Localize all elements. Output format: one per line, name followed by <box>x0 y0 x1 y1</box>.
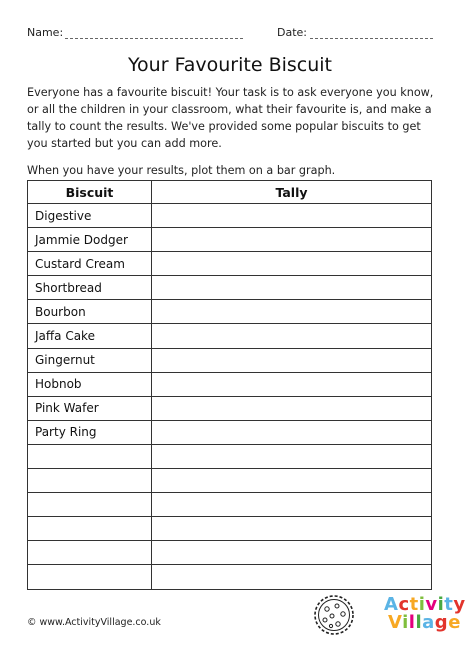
biscuit-cell[interactable]: Custard Cream <box>28 252 152 276</box>
table-row <box>28 469 432 493</box>
tally-cell[interactable] <box>152 252 432 276</box>
table-row <box>28 565 432 589</box>
biscuit-cell[interactable]: Bourbon <box>28 300 152 324</box>
logo-line-1: Activity <box>384 594 466 615</box>
logo-line-2: Village <box>388 612 461 633</box>
biscuit-cell[interactable] <box>28 517 152 541</box>
name-field[interactable] <box>65 38 243 39</box>
biscuit-cell[interactable]: Pink Wafer <box>28 396 152 420</box>
table-row <box>28 541 432 565</box>
tally-cell[interactable] <box>152 204 432 228</box>
biscuit-cell[interactable]: Party Ring <box>28 420 152 444</box>
tally-cell[interactable] <box>152 493 432 517</box>
column-header-tally: Tally <box>152 181 432 204</box>
page-title: Your Favourite Biscuit <box>127 54 333 76</box>
table-row <box>28 276 432 300</box>
biscuit-cell[interactable] <box>28 541 152 565</box>
biscuit-cell[interactable]: Jammie Dodger <box>28 228 152 252</box>
biscuit-cell[interactable]: Digestive <box>28 204 152 228</box>
table-row <box>28 228 432 252</box>
biscuit-cell[interactable]: Gingernut <box>28 348 152 372</box>
tally-cell[interactable] <box>152 420 432 444</box>
tally-cell[interactable] <box>152 324 432 348</box>
biscuit-cell[interactable] <box>28 493 152 517</box>
tally-cell[interactable] <box>152 300 432 324</box>
date-label: Date: <box>277 26 307 39</box>
biscuit-cell[interactable] <box>28 469 152 493</box>
tally-cell[interactable] <box>152 444 432 468</box>
tally-cell[interactable] <box>152 541 432 565</box>
name-label: Name: <box>27 26 64 39</box>
copyright-text: © www.ActivityVillage.co.uk <box>27 617 161 628</box>
tally-cell[interactable] <box>152 565 432 589</box>
table-row <box>28 348 432 372</box>
biscuit-cell[interactable] <box>28 565 152 589</box>
tally-cell[interactable] <box>152 396 432 420</box>
table-row <box>28 252 432 276</box>
tally-cell[interactable] <box>152 348 432 372</box>
header-row <box>27 24 433 44</box>
table-row <box>28 444 432 468</box>
tally-cell[interactable] <box>152 517 432 541</box>
cookie-icon <box>312 590 378 638</box>
biscuit-cell[interactable] <box>28 444 152 468</box>
table-row <box>28 517 432 541</box>
intro-text <box>27 84 437 189</box>
table-row <box>28 420 432 444</box>
table-row <box>28 372 432 396</box>
date-field[interactable] <box>310 38 433 39</box>
table-row <box>28 396 432 420</box>
table-row <box>28 300 432 324</box>
tally-cell[interactable] <box>152 469 432 493</box>
activity-village-logo <box>312 590 466 638</box>
intro-paragraph-1: Everyone has a favourite biscuit! Your task is to ask everyone you know, or all the children in your classroom, what their favourite is, and make a tally to count the results. We've provided some popular biscuits to get you started but you can add more. <box>27 86 434 150</box>
intro-paragraph-2: When you have your results, plot them on a bar graph. <box>27 164 336 177</box>
biscuit-cell[interactable]: Hobnob <box>28 372 152 396</box>
table-row <box>28 324 432 348</box>
table-row <box>28 493 432 517</box>
tally-cell[interactable] <box>152 228 432 252</box>
biscuit-cell[interactable]: Shortbread <box>28 276 152 300</box>
tally-table <box>27 180 432 590</box>
tally-cell[interactable] <box>152 276 432 300</box>
biscuit-cell[interactable]: Jaffa Cake <box>28 324 152 348</box>
column-header-biscuit: Biscuit <box>28 181 152 204</box>
table-row <box>28 204 432 228</box>
tally-cell[interactable] <box>152 372 432 396</box>
table-header-row <box>28 181 432 204</box>
